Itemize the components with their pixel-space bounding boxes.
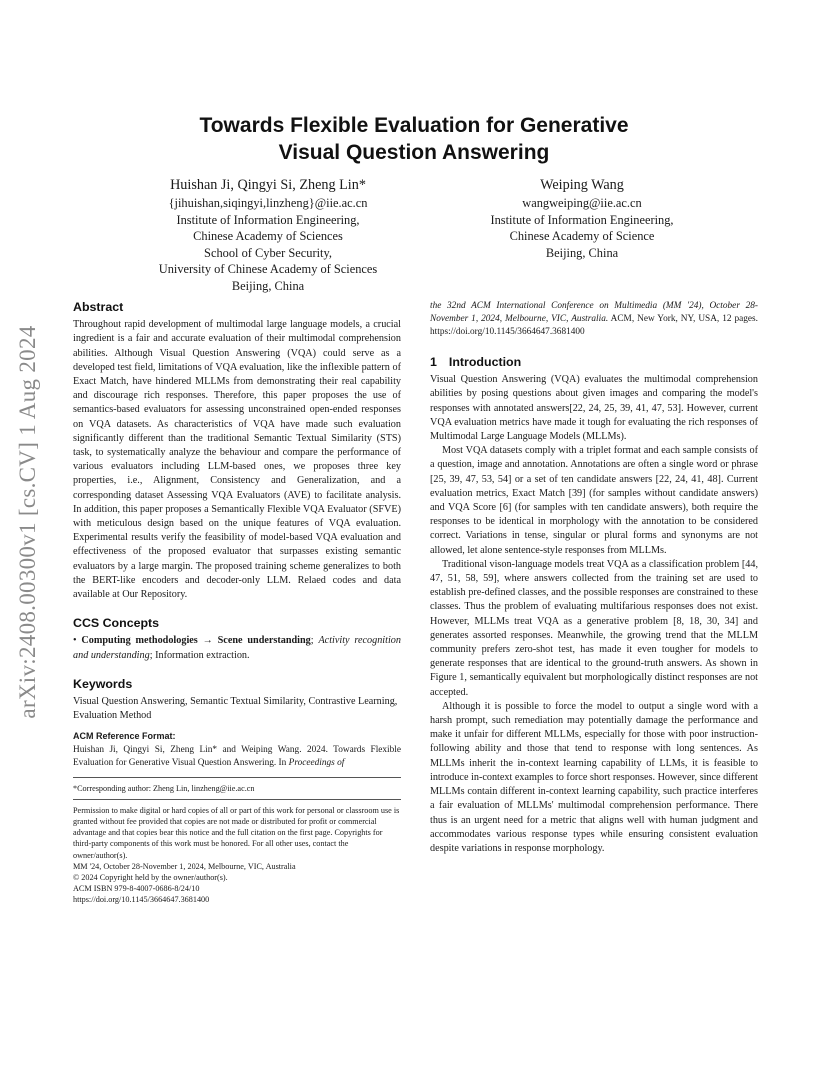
doi-line: https://doi.org/10.1145/3664647.3681400 [73, 895, 210, 905]
author-affiliation-left-4: University of Chinese Academy of Sciences [158, 262, 378, 277]
section-title: Introduction [448, 355, 522, 369]
intro-paragraph-2: Most VQA datasets comply with a triplet format and each sample consists of a question, image and annotation. Annotations are often a single word or phrase [25, 39, 47, 53, 54] or a set of ten candidate answers [22, 24, 41, 48]. Current evaluation metrics, Exact Match [39] (for samples without candidate answers) and VQA Score [6] (for samples with ten candidate answers), both require the responses to be identical in morphology with the annotation to be considered correct. Variations in tense, singular or plural forms and synonyms are not allowed, let alone sentence-style responses from MLLMs. [430, 445, 758, 556]
reference-continuation-italic: the 32nd ACM International Conference on Multimedia (MM '24), October 28-November 1, 2024, Melbourne, VIC, Australia. [430, 301, 758, 324]
author-affiliation-right-3: Beijing, China [545, 245, 619, 260]
abstract-heading: Abstract [73, 300, 124, 314]
arxiv-stamp [8, 288, 48, 756]
arxiv-stamp-text: arXiv:2408.00300v1 [cs.CV] 1 Aug 2024 [15, 325, 40, 719]
permission-rule [73, 799, 401, 800]
title-line-1: Towards Flexible Evaluation for Generative [199, 114, 629, 137]
footnote-rule [73, 777, 401, 778]
acm-reference-body: Huishan Ji, Qingyi Si, Zheng Lin* and Weiping Wang. 2024. Towards Flexible Evaluation for Generative Visual Question Answering. In [73, 744, 401, 768]
title-line-2: Visual Question Answering [278, 141, 550, 164]
keywords-text: Visual Question Answering, Semantic Textual Similarity, Contrastive Learning, Evaluation Method [73, 696, 398, 722]
copyright-line: © 2024 Copyright held by the owner/author(s). [73, 872, 228, 882]
ccs-primary: Computing methodologies → Scene understanding [81, 635, 311, 647]
intro-paragraph-4: Although it is possible to force the model to output a single word with a harsh prompt, such remediation may potentially damage the performance and make it unfair for different MLLMs, especially for those with poor instruction-following ability and those that tend to response with long sentences. As MLLMs inherit the in-context learning capability of LLMs, it is feasible to introduce in-context examples to force short responses. However, since different MLLMs contain different in-context learning capability, such practice interferes a fair evaluation of MLLMs' multimodal comprehension performance. There thus is an urgent need for a metric that aligns well with human judgment and accommodates various response types while ensuring consistent evaluation despite variations in response morphology. [430, 700, 758, 854]
author-email-left: {jihuishan,siqingyi,linzheng}@iie.ac.cn [168, 196, 368, 210]
author-affiliation-left-2: Chinese Academy of Sciences [193, 229, 343, 244]
intro-paragraph-1: Visual Question Answering (VQA) evaluates the multimodal comprehension abilities by posing questions about given images and comparing the model's responses with annotated answers[22, 24, 25, 39, 41, 47, 53]. However, current VQA evaluation metrics have made it tough for evaluating the rich responses of Multimodal Large Language Models (MLLMs). [430, 374, 758, 443]
intro-paragraph-3: Traditional vison-language models treat VQA as a classification problem [44, 47, 51, 58, 59], where answers collected from the training set are used to establish pre-defined classes, and the possible responses are constrained to these classes. Thus the problem of evaluating multifarious responses does not exist. However, MLLMs treat VQA as a generative problem [8, 18, 30, 34] and generates assorted responses. Meanwhile, the growing trend that the MLLM community prefers zero-shot test, has made it even tougher for models to generate responses that are identical to the ground-truth answers. As shown in Figure 1, semantically equivalent but morphologically distinct responses are not accepted. [430, 558, 758, 698]
right-column [430, 300, 758, 856]
author-affiliation-right-1: Institute of Information Engineering, [490, 212, 674, 227]
acm-reference-heading: ACM Reference Format: [73, 731, 176, 742]
author-affiliation-left-1: Institute of Information Engineering, [176, 212, 360, 227]
ccs-concepts [73, 634, 401, 662]
acm-reference-italic: Proceedings of [288, 757, 345, 768]
ccs-tertiary: ; Information extraction. [149, 649, 250, 661]
ccs-secondary: Activity recognition and understanding [73, 635, 401, 661]
author-names-left: Huishan Ji, Qingyi Si, Zheng Lin* [170, 177, 366, 193]
author-affiliation-left-5: Beijing, China [231, 278, 305, 293]
paper-title [74, 112, 754, 166]
reference-continuation-rest: ACM, New York, NY, USA, 12 pages. https://doi.org/10.1145/3664647.3681400 [430, 314, 758, 337]
acm-reference-text [73, 744, 401, 770]
venue-line: MM '24, October 28-November 1, 2024, Melbourne, VIC, Australia [73, 861, 296, 871]
introduction-heading [430, 355, 758, 369]
author-block-left [104, 176, 432, 295]
author-email-right: wangweiping@iie.ac.cn [522, 196, 642, 210]
author-names-right: Weiping Wang [540, 177, 624, 193]
keywords-heading: Keywords [73, 676, 133, 691]
left-column [73, 300, 401, 906]
abstract-text: Throughout rapid development of multimodal large language models, a crucial ingredient is a fair and accurate evaluation of their multimodal comprehension abilities. Although Visual Question Answering (VQA) could serve as a developed test field, limitations of VQA evaluation, like the inflexible pattern of Exact Match, have hindered MLLMs from demonstrating their real capability and discourage rich responses. Therefore, this paper proposes the use of semantics-based evaluators for assessing unconstrained open-ended responses on VQA datasets. As characteristics of VQA have made such evaluation significantly different than the traditional Semantic Textual Similarity (STS) task, to systematically analyze the behaviour and compare the performance of various evaluators including LLM-based ones, we proposes three key properties, i.e., Alignment, Consistency and Generalization, and a corresponding dataset Assessing VQA Evaluators (AVE) to facilitate analysis. In addition, this paper proposes a Semantically Flexible VQA Evaluator (SFVE) with meticulous design based on the unique features of VQA evaluation. Experimental results verify the feasibility of model-based VQA evaluation and effectiveness of the proposed evaluator that surpasses existing semantic evaluators by a large margin. The proposed training scheme generalizes to both the BERT-like encoders and decoder-only LLM. Relaed codes and data available at Our Repository. [73, 319, 401, 601]
author-affiliation-left-3: School of Cyber Security, [204, 245, 332, 260]
isbn-line: ACM ISBN 979-8-4007-0686-8/24/10 [73, 884, 200, 894]
author-block-right [418, 176, 746, 261]
reference-continuation [430, 300, 758, 339]
ccs-heading: CCS Concepts [73, 616, 160, 631]
ccs-bullet: • [73, 635, 77, 647]
section-number: 1 [430, 355, 437, 369]
permission-notice: Permission to make digital or hard copies of all or part of this work for personal or classroom use is granted without fee provided that copies are not made or distributed for profit or commercial advantage and that copies bear this notice and the full citation on the first page. Copyrights for third-party components of this work must be honored. For all other uses, contact the owner/author(s). [73, 805, 400, 860]
author-affiliation-right-2: Chinese Academy of Science [509, 229, 655, 244]
ccs-separator: ; [310, 635, 319, 647]
corresponding-author-footnote: *Corresponding author: Zheng Lin, linzheng@iie.ac.cn [73, 783, 255, 793]
